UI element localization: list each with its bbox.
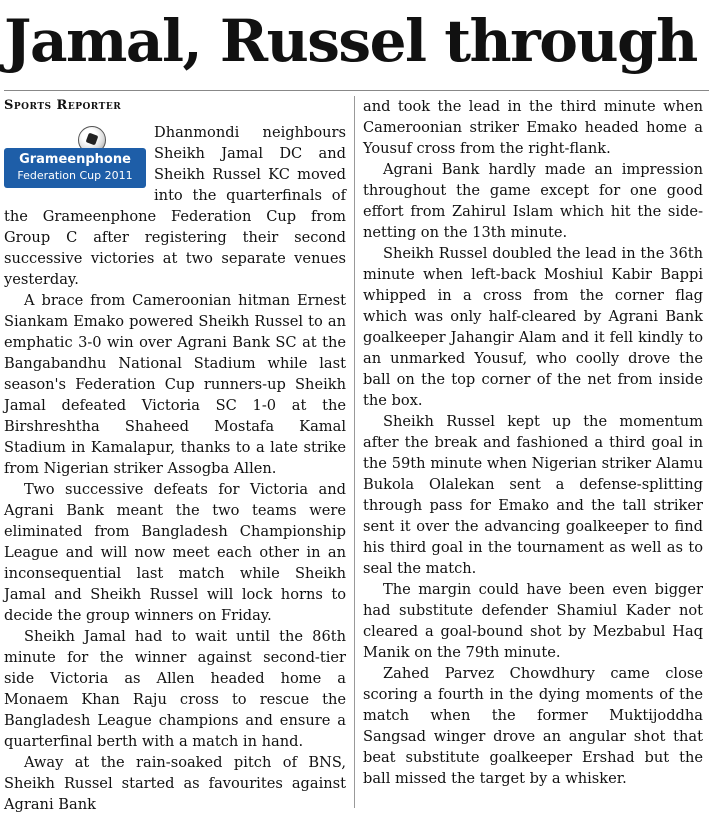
paragraph: Sheikh Russel doubled the lead in the 36th minute when left-back Moshiul Kabir Bappi whipped in a cross from the corner flag which was only half-cleared by Agrani Bank goalkeeper Jahangir Alam and it fell kindly to an unmarked Yousuf, who coolly drove the ball on the top corner of the net from inside the box. — [363, 245, 703, 409]
logo-sponsor: Grameenphone — [19, 152, 131, 167]
column-divider — [354, 96, 355, 808]
paragraph: A brace from Cameroonian hitman Ernest Siankam Emako powered Sheikh Russel to an emphatic 3-0 win over Agrani Bank SC at the Bangabandhu National Stadium while last season's Federation Cup runners-up Sheikh Jamal defeated Victoria SC 1-0 at the Birshreshtha Shaheed Mostafa Kamal Stadium in Kamalapur, thanks to a late strike from Nigerian striker Assogba Allen. — [4, 292, 346, 477]
paragraph: Sheikh Russel kept up the momentum after the break and fashioned a third goal in the 59th minute when Nigerian striker Alamu Bukola Olalekan sent a defense-splitting through pass for Emako and the tall striker sent it over the advancing goalkeeper to find his third goal in the tournament as well as to seal the match. — [363, 413, 703, 577]
federation-cup-logo — [4, 126, 146, 188]
logo-tournament: Federation Cup 2011 — [17, 169, 133, 182]
headline: Jamal, Russel through — [4, 7, 697, 75]
paragraph: Sheikh Jamal had to wait until the 86th minute for the winner against second-tier side Victoria as Allen headed home a Monaem Khan Raju cross to rescue the Bangladesh League champions and ensure a quarterfinal berth with a match in hand. — [4, 628, 346, 750]
paragraph: Zahed Parvez Chowdhury came close scoring a fourth in the dying moments of the match when the former Muktijoddha Sangsad winger drove an angular shot that beat substitute goalkeeper Ershad but the ball missed the target by a whisker. — [363, 665, 703, 787]
right-column — [363, 96, 703, 789]
paragraph: Dhanmondi neighbours Sheikh Jamal DC and Sheikh Russel KC moved into the quarterfinals of the Grameenphone Federation Cup from Group C after registering their second successive victories at two separate venues yesterday. — [4, 124, 346, 288]
paragraph: Agrani Bank hardly made an impression throughout the game except for one good effort from Zahirul Islam which hit the side-netting on the 13th minute. — [363, 161, 703, 241]
paragraph: and took the lead in the third minute when Cameroonian striker Emako headed home a Yousuf cross from the right-flank. — [363, 98, 703, 157]
left-column — [4, 96, 346, 815]
headline-rule — [4, 90, 709, 91]
paragraph: Two successive defeats for Victoria and Agrani Bank meant the two teams were eliminated from Bangladesh Championship League and will now meet each other in an inconsequential last match while Sheikh Jamal and Sheikh Russel will lock horns to decide the group winners on Friday. — [4, 481, 346, 624]
logo-badge — [4, 148, 146, 188]
paragraph: Away at the rain-soaked pitch of BNS, Sheikh Russel started as favourites against Agrani Bank — [4, 754, 346, 813]
paragraph: The margin could have been even bigger had substitute defender Shamiul Kader not cleared a goal-bound shot by Mezbabul Haq Manik on the 79th minute. — [363, 581, 703, 661]
byline: Sports Reporter — [4, 98, 122, 113]
